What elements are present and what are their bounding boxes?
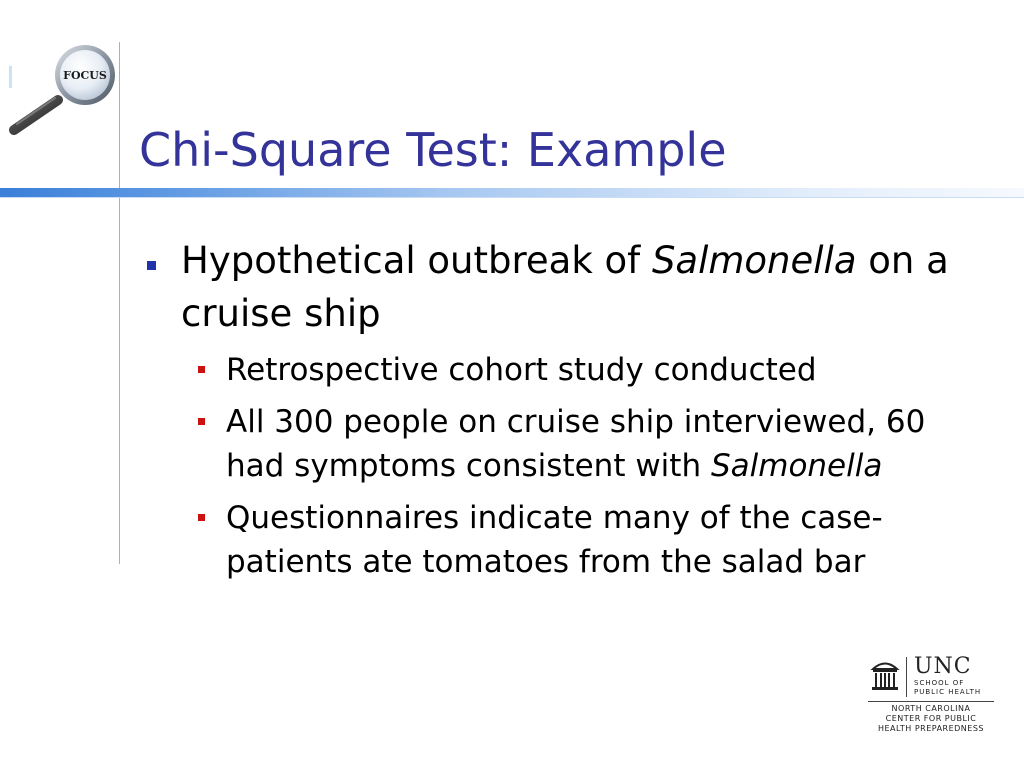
- logo-divider: [868, 701, 994, 702]
- svg-text:I: I: [6, 61, 15, 96]
- sub-bullet-text-italic: Salmonella: [710, 448, 883, 484]
- title-underline-thin: [0, 197, 1024, 198]
- slide-content: [140, 234, 1000, 584]
- center-line3: HEALTH PREPAREDNESS: [877, 724, 985, 733]
- unc-school-line1: SCHOOL OF: [914, 679, 965, 687]
- square-bullet-icon: [147, 261, 156, 270]
- sub-bullet-list: [140, 348, 1000, 584]
- unc-wordmark: UNC: [914, 654, 972, 679]
- sub-bullet-text: Questionnaires indicate many of the case-patients ate tomatoes from the salad bar: [226, 500, 883, 580]
- unc-school-name: [914, 679, 981, 697]
- magnifying-glass-icon: [0, 40, 118, 140]
- sub-bullet-text: All 300 people on cruise ship interviewed, 60 had symptoms consistent with: [226, 404, 926, 484]
- bullet-text-pre: Hypothetical outbreak of: [181, 239, 652, 282]
- sub-bullet-item: [226, 400, 966, 488]
- vertical-divider: [119, 42, 120, 564]
- red-square-bullet-icon: [198, 514, 205, 521]
- bullet-item: [140, 234, 991, 340]
- bullet-text-italic: Salmonella: [651, 239, 857, 282]
- logo-focus-text: FOCUS: [63, 69, 107, 82]
- red-square-bullet-icon: [198, 418, 205, 425]
- title-underline-bar: [0, 188, 1024, 197]
- sub-bullet-item: [226, 348, 966, 392]
- unc-school-line2: PUBLIC HEALTH: [914, 688, 982, 696]
- center-line1: NORTH CAROLINA: [891, 704, 971, 713]
- sub-bullet-item: [226, 496, 966, 584]
- slide-title: Chi-Square Test: Example: [139, 123, 727, 177]
- bullet-text-post: on a cruise ship: [181, 239, 949, 335]
- sub-bullet-text: Retrospective cohort study conducted: [226, 352, 817, 388]
- center-name: [862, 704, 1000, 734]
- logo-divider: [906, 657, 907, 697]
- center-line2: CENTER FOR PUBLIC: [885, 714, 977, 723]
- unc-logo: [862, 655, 1002, 745]
- red-square-bullet-icon: [198, 366, 205, 373]
- old-well-icon: [870, 657, 900, 693]
